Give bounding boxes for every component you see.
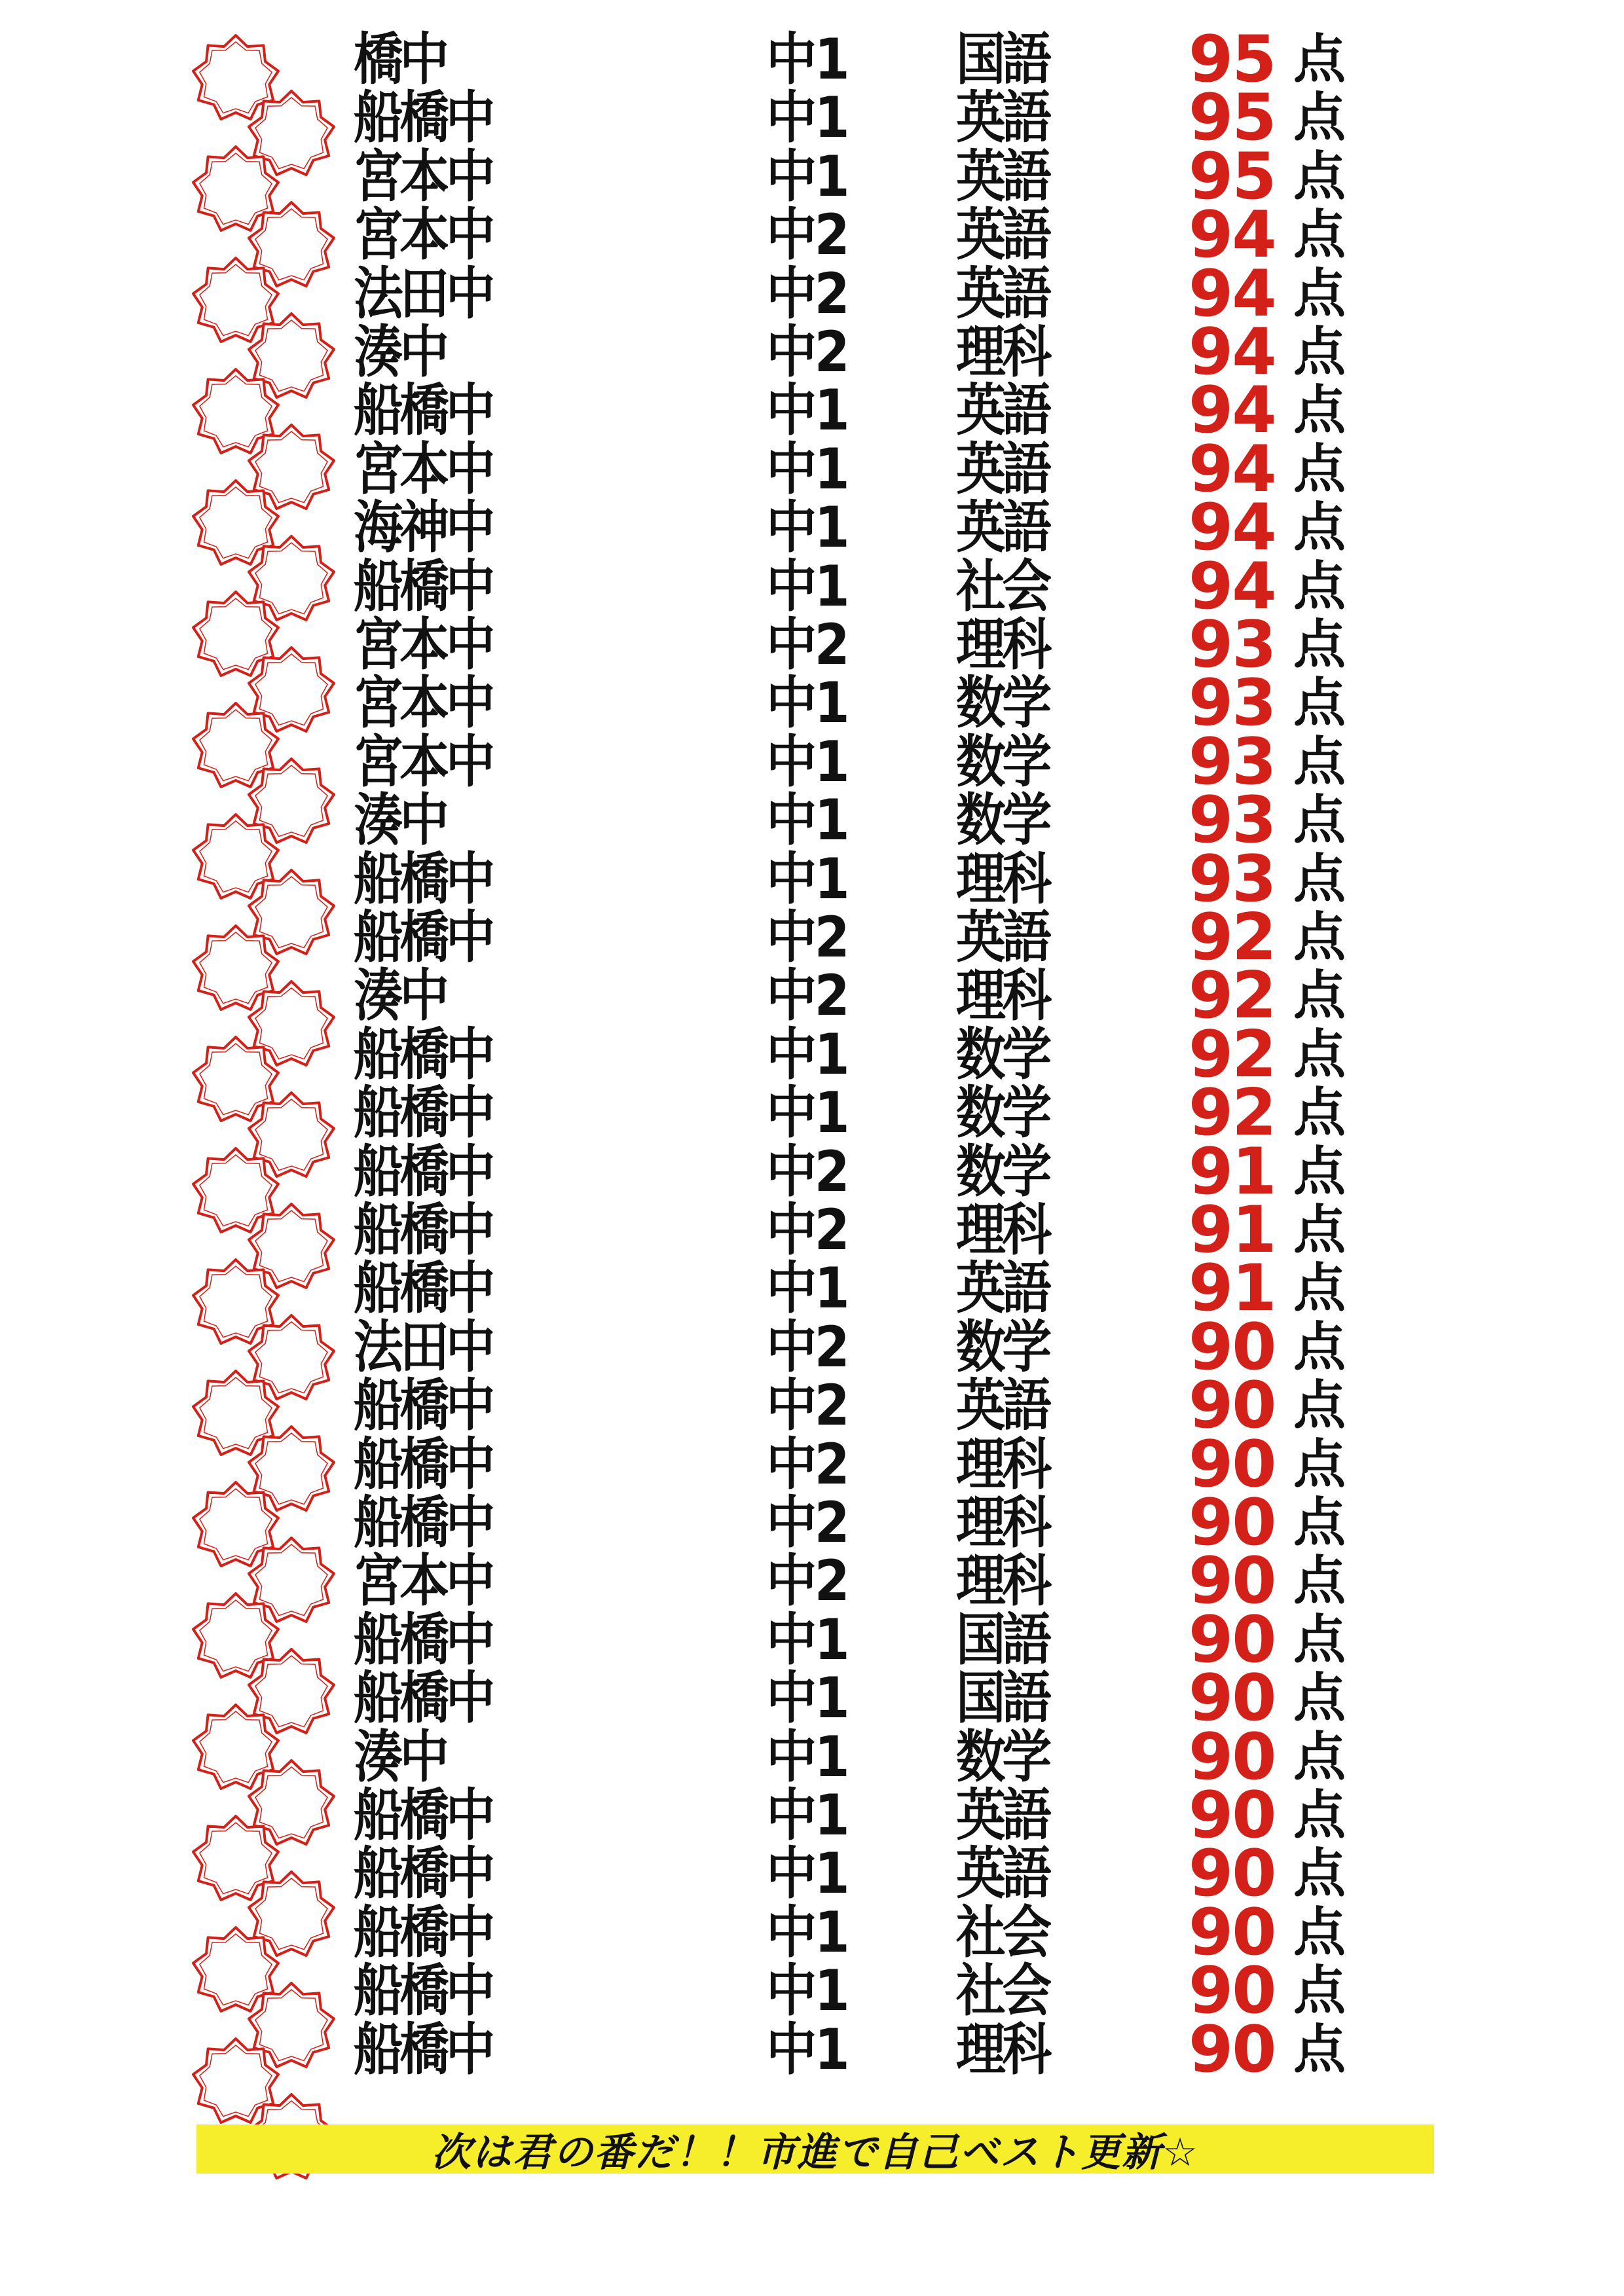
result-row xyxy=(0,1368,1624,1444)
result-row xyxy=(0,1544,1624,1619)
subject-label: 理科 xyxy=(956,1548,1048,1614)
grade-label: 中1 xyxy=(766,788,848,854)
grade-label: 中1 xyxy=(766,436,848,502)
score-value: 94 xyxy=(1189,431,1276,507)
school-name: 船橋中 xyxy=(354,1080,492,1146)
banner-text: 次は君の番だ！！市進で自己ベスト更新☆ xyxy=(432,2129,1199,2176)
school-name: 湊中 xyxy=(354,319,446,385)
score-unit: 点 xyxy=(1293,380,1343,441)
school-name: 宮本中 xyxy=(354,143,492,210)
subject-label: 理科 xyxy=(956,319,1048,385)
score-value: 90 xyxy=(1189,1719,1276,1795)
subject-label: 理科 xyxy=(956,2016,1048,2083)
subject-label: 英語 xyxy=(956,436,1048,502)
school-name: 宮本中 xyxy=(354,436,492,502)
score-unit: 点 xyxy=(1293,731,1343,792)
subject-label: 理科 xyxy=(956,1490,1048,1556)
school-name: 船橋中 xyxy=(354,1841,492,1907)
score-unit: 点 xyxy=(1293,1901,1343,1963)
school-name: 宮本中 xyxy=(354,1548,492,1614)
subject-label: 英語 xyxy=(956,1783,1048,1848)
result-row xyxy=(0,373,1624,448)
result-row xyxy=(0,841,1624,917)
subject-label: 国語 xyxy=(956,1666,1048,1732)
subject-label: 理科 xyxy=(956,963,1048,1029)
score-value: 90 xyxy=(1189,2012,1276,2087)
result-row xyxy=(0,1076,1624,1151)
result-row xyxy=(0,431,1624,507)
result-row xyxy=(0,2012,1624,2087)
score-value: 93 xyxy=(1189,783,1276,858)
subject-label: 理科 xyxy=(956,1197,1048,1263)
score-unit: 点 xyxy=(1293,1609,1343,1670)
grade-label: 中1 xyxy=(766,1899,848,1965)
grade-label: 中1 xyxy=(766,143,848,210)
result-row xyxy=(0,1427,1624,1502)
score-unit: 点 xyxy=(1293,907,1343,968)
score-value: 93 xyxy=(1189,666,1276,741)
result-row xyxy=(0,1251,1624,1326)
school-name: 船橋中 xyxy=(354,2016,492,2083)
score-unit: 点 xyxy=(1293,321,1343,382)
school-name: 海神中 xyxy=(354,495,492,561)
score-value: 95 xyxy=(1189,81,1276,156)
score-value: 92 xyxy=(1189,958,1276,1034)
grade-label: 中2 xyxy=(766,1139,848,1205)
result-row xyxy=(0,1485,1624,1560)
grade-label: 中2 xyxy=(766,1314,848,1380)
score-unit: 点 xyxy=(1293,848,1343,909)
grade-label: 中1 xyxy=(766,729,848,795)
score-value: 93 xyxy=(1189,608,1276,682)
score-value: 94 xyxy=(1189,490,1276,566)
score-unit: 点 xyxy=(1293,1375,1343,1436)
subject-label: 国語 xyxy=(956,1607,1048,1673)
school-name: 船橋中 xyxy=(354,553,492,619)
school-name: 法田中 xyxy=(354,1314,492,1380)
school-name: 宮本中 xyxy=(354,612,492,678)
score-unit: 点 xyxy=(1293,1140,1343,1202)
school-name: 船橋中 xyxy=(354,1783,492,1848)
score-value: 90 xyxy=(1189,1778,1276,1853)
subject-label: 数学 xyxy=(956,1080,1048,1146)
subject-label: 英語 xyxy=(956,1841,1048,1907)
score-unit: 点 xyxy=(1293,965,1343,1027)
result-row xyxy=(0,1778,1624,1853)
score-unit: 点 xyxy=(1293,1550,1343,1612)
score-value: 95 xyxy=(1189,22,1276,97)
score-unit: 点 xyxy=(1293,1316,1343,1377)
score-value: 90 xyxy=(1189,1544,1276,1619)
score-value: 90 xyxy=(1189,1485,1276,1560)
grade-label: 中1 xyxy=(766,553,848,619)
score-unit: 点 xyxy=(1293,29,1343,90)
subject-label: 英語 xyxy=(956,1256,1048,1322)
result-row xyxy=(0,490,1624,566)
score-unit: 点 xyxy=(1293,1433,1343,1495)
result-row xyxy=(0,256,1624,331)
school-name: 橋中 xyxy=(354,27,446,92)
school-name: 湊中 xyxy=(354,788,446,854)
grade-label: 中1 xyxy=(766,1958,848,2024)
score-unit: 点 xyxy=(1293,145,1343,207)
school-name: 宮本中 xyxy=(354,670,492,737)
score-value: 94 xyxy=(1189,198,1276,273)
score-unit: 点 xyxy=(1293,1960,1343,2022)
grade-label: 中1 xyxy=(766,2016,848,2083)
grade-label: 中1 xyxy=(766,1783,848,1848)
result-row xyxy=(0,1661,1624,1736)
result-row xyxy=(0,1954,1624,2029)
score-unit: 点 xyxy=(1293,1199,1343,1260)
score-unit: 点 xyxy=(1293,1667,1343,1729)
score-value: 95 xyxy=(1189,139,1276,214)
grade-label: 中2 xyxy=(766,1548,848,1614)
school-name: 船橋中 xyxy=(354,1958,492,2024)
score-value: 91 xyxy=(1189,1134,1276,1209)
score-value: 90 xyxy=(1189,1836,1276,1912)
subject-label: 英語 xyxy=(956,905,1048,970)
school-name: 宮本中 xyxy=(354,729,492,795)
grade-label: 中1 xyxy=(766,1724,848,1790)
school-name: 船橋中 xyxy=(354,1607,492,1673)
subject-label: 英語 xyxy=(956,261,1048,327)
score-value: 94 xyxy=(1189,373,1276,448)
grade-label: 中2 xyxy=(766,1431,848,1497)
score-unit: 点 xyxy=(1293,1726,1343,1787)
score-unit: 点 xyxy=(1293,614,1343,675)
subject-label: 理科 xyxy=(956,846,1048,912)
result-row xyxy=(0,315,1624,390)
score-unit: 点 xyxy=(1293,1492,1343,1553)
score-value: 90 xyxy=(1189,1427,1276,1502)
score-value: 90 xyxy=(1189,1954,1276,2029)
school-name: 宮本中 xyxy=(354,202,492,268)
score-unit: 点 xyxy=(1293,555,1343,617)
result-row xyxy=(0,139,1624,214)
score-value: 92 xyxy=(1189,1076,1276,1151)
school-name: 船橋中 xyxy=(354,1197,492,1263)
subject-label: 理科 xyxy=(956,1431,1048,1497)
grade-label: 中2 xyxy=(766,905,848,970)
score-value: 90 xyxy=(1189,1895,1276,1970)
grade-label: 中2 xyxy=(766,963,848,1029)
grade-label: 中1 xyxy=(766,670,848,737)
result-row xyxy=(0,900,1624,975)
school-name: 船橋中 xyxy=(354,1021,492,1087)
subject-label: 国語 xyxy=(956,27,1048,92)
school-name: 船橋中 xyxy=(354,1490,492,1556)
result-row xyxy=(0,1017,1624,1092)
result-row xyxy=(0,1134,1624,1209)
grade-label: 中2 xyxy=(766,1197,848,1263)
score-unit: 点 xyxy=(1293,1843,1343,1904)
score-unit: 点 xyxy=(1293,263,1343,324)
score-value: 94 xyxy=(1189,256,1276,331)
result-row xyxy=(0,81,1624,156)
score-unit: 点 xyxy=(1293,497,1343,558)
result-row xyxy=(0,1193,1624,1267)
score-value: 90 xyxy=(1189,1368,1276,1444)
grade-label: 中1 xyxy=(766,27,848,92)
result-row xyxy=(0,783,1624,858)
result-row xyxy=(0,958,1624,1034)
result-row xyxy=(0,666,1624,741)
score-value: 92 xyxy=(1189,1017,1276,1092)
grade-label: 中2 xyxy=(766,1373,848,1439)
subject-label: 数学 xyxy=(956,729,1048,795)
subject-label: 社会 xyxy=(956,1899,1048,1965)
result-row xyxy=(0,1719,1624,1795)
school-name: 船橋中 xyxy=(354,378,492,444)
subject-label: 数学 xyxy=(956,1021,1048,1087)
score-value: 93 xyxy=(1189,841,1276,917)
subject-label: 社会 xyxy=(956,1958,1048,2024)
result-row xyxy=(0,608,1624,682)
score-value: 94 xyxy=(1189,549,1276,624)
grade-label: 中1 xyxy=(766,1607,848,1673)
score-unit: 点 xyxy=(1293,790,1343,851)
school-name: 法田中 xyxy=(354,261,492,327)
score-value: 90 xyxy=(1189,1661,1276,1736)
score-unit: 点 xyxy=(1293,1258,1343,1319)
school-name: 船橋中 xyxy=(354,905,492,970)
score-value: 92 xyxy=(1189,900,1276,975)
grade-label: 中1 xyxy=(766,495,848,561)
score-value: 90 xyxy=(1189,1309,1276,1385)
school-name: 船橋中 xyxy=(354,1373,492,1439)
grade-label: 中2 xyxy=(766,1490,848,1556)
score-value: 90 xyxy=(1189,1602,1276,1677)
banner xyxy=(196,2124,1434,2174)
school-name: 船橋中 xyxy=(354,85,492,151)
school-name: 船橋中 xyxy=(354,1256,492,1322)
score-value: 93 xyxy=(1189,724,1276,799)
subject-label: 英語 xyxy=(956,495,1048,561)
school-name: 湊中 xyxy=(354,1724,446,1790)
score-unit: 点 xyxy=(1293,204,1343,266)
score-value: 91 xyxy=(1189,1193,1276,1267)
score-unit: 点 xyxy=(1293,1785,1343,1846)
subject-label: 理科 xyxy=(956,612,1048,678)
score-value: 91 xyxy=(1189,1251,1276,1326)
result-row xyxy=(0,1836,1624,1912)
school-name: 船橋中 xyxy=(354,846,492,912)
grade-label: 中1 xyxy=(766,846,848,912)
subject-label: 英語 xyxy=(956,1373,1048,1439)
grade-label: 中1 xyxy=(766,1841,848,1907)
subject-label: 英語 xyxy=(956,143,1048,210)
subject-label: 数学 xyxy=(956,670,1048,737)
grade-label: 中2 xyxy=(766,319,848,385)
subject-label: 英語 xyxy=(956,85,1048,151)
score-unit: 点 xyxy=(1293,87,1343,149)
grade-label: 中1 xyxy=(766,85,848,151)
score-value: 94 xyxy=(1189,315,1276,390)
score-unit: 点 xyxy=(1293,1082,1343,1144)
school-name: 船橋中 xyxy=(354,1899,492,1965)
grade-label: 中2 xyxy=(766,202,848,268)
score-unit: 点 xyxy=(1293,672,1343,734)
grade-label: 中1 xyxy=(766,378,848,444)
subject-label: 英語 xyxy=(956,378,1048,444)
result-row xyxy=(0,1895,1624,1970)
subject-label: 数学 xyxy=(956,788,1048,854)
school-name: 船橋中 xyxy=(354,1431,492,1497)
grade-label: 中2 xyxy=(766,261,848,327)
result-row xyxy=(0,22,1624,97)
subject-label: 社会 xyxy=(956,553,1048,619)
score-unit: 点 xyxy=(1293,2018,1343,2080)
grade-label: 中2 xyxy=(766,612,848,678)
grade-label: 中1 xyxy=(766,1021,848,1087)
subject-label: 英語 xyxy=(956,202,1048,268)
score-unit: 点 xyxy=(1293,438,1343,500)
subject-label: 数学 xyxy=(956,1314,1048,1380)
grade-label: 中1 xyxy=(766,1256,848,1322)
subject-label: 数学 xyxy=(956,1139,1048,1205)
result-row xyxy=(0,549,1624,624)
result-row xyxy=(0,1309,1624,1385)
subject-label: 数学 xyxy=(956,1724,1048,1790)
result-row xyxy=(0,1602,1624,1677)
result-row xyxy=(0,198,1624,273)
result-row xyxy=(0,724,1624,799)
school-name: 船橋中 xyxy=(354,1139,492,1205)
school-name: 湊中 xyxy=(354,963,446,1029)
grade-label: 中1 xyxy=(766,1080,848,1146)
score-unit: 点 xyxy=(1293,1023,1343,1085)
grade-label: 中1 xyxy=(766,1666,848,1732)
school-name: 船橋中 xyxy=(354,1666,492,1732)
